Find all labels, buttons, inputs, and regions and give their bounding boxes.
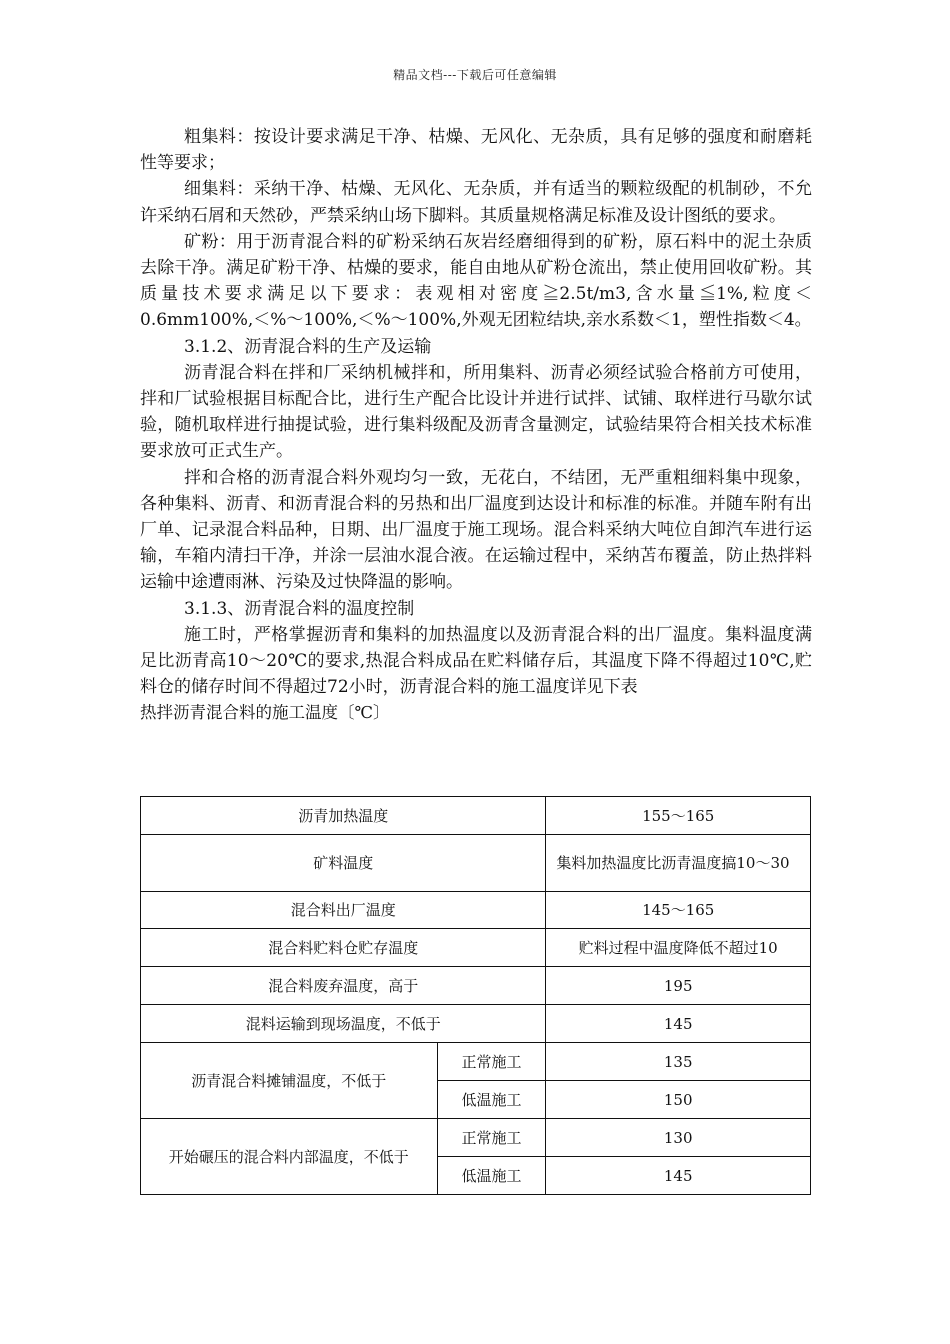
row-value: 145 xyxy=(546,1005,811,1043)
row-value: 集料加热温度比沥青温度搞10～30 xyxy=(546,835,811,892)
table-row xyxy=(141,797,811,835)
rolling-label: 开始碾压的混合料内部温度，不低于 xyxy=(141,1119,438,1195)
row-value: 贮料过程中温度降低不超过10 xyxy=(546,929,811,967)
paragraph-transport: 拌和合格的沥青混合料外观均匀一致，无花白，不结团，无严重粗细料集中现象，各种集料、沥青、和沥青混合料的另热和出厂温度到达设计和标准的标准。并随车附有出厂单、记录混合料品种，日期、出厂温度于施工现场。混合料采纳大吨位自卸汽车进行运输，车箱内清扫干净，并涂一层油水混合液。在运输过程中，采纳苫布覆盖，防止热拌料运输中途遭雨淋、污染及过快降温的影响。 xyxy=(140,467,812,593)
paving-label: 沥青混合料摊铺温度，不低于 xyxy=(141,1043,438,1119)
row-value: 195 xyxy=(546,967,811,1005)
row-label: 混合料贮料仓贮存温度 xyxy=(141,929,546,967)
row-label: 混料运输到现场温度，不低于 xyxy=(141,1005,546,1043)
row-label: 混合料出厂温度 xyxy=(141,892,546,929)
document-body xyxy=(140,124,812,727)
paragraph-mixing: 沥青混合料在拌和厂采纳机械拌和，所用集料、沥青必须经试验合格前方可使用，拌和厂试验根据目标配合比，进行生产配合比设计并进行试拌、试铺、取样进行马歇尔试验，随机取样进行抽提试验，进行集料级配及沥青含量测定，试验结果符合相关技术标准要求放可正式生产。 xyxy=(140,362,812,462)
section-heading-3-1-3: 3.1.3、沥青混合料的温度控制 xyxy=(184,598,415,619)
table-caption: 热拌沥青混合料的施工温度〔℃〕 xyxy=(140,703,390,723)
paving-normal-value: 135 xyxy=(546,1043,811,1081)
rolling-low-label: 低温施工 xyxy=(437,1157,546,1195)
rolling-normal-label: 正常施工 xyxy=(437,1119,546,1157)
page-header: 精品文档---下载后可任意编辑 xyxy=(393,68,557,82)
temperature-table xyxy=(140,796,811,1195)
rolling-normal-value: 130 xyxy=(546,1119,811,1157)
table-row xyxy=(141,929,811,967)
paving-low-label: 低温施工 xyxy=(437,1081,546,1119)
table-row xyxy=(141,835,811,892)
table-row xyxy=(141,892,811,929)
table-row xyxy=(141,1005,811,1043)
paragraph-coarse-aggregate: 粗集料：按设计要求满足干净、枯燥、无风化、无杂质，具有足够的强度和耐磨耗性等要求； xyxy=(140,127,812,174)
table-row xyxy=(141,967,811,1005)
row-value: 145～165 xyxy=(546,892,811,929)
paragraph-temperature: 施工时，严格掌握沥青和集料的加热温度以及沥青混合料的出厂温度。集料温度满足比沥青高10～20℃的要求,热混合料成品在贮料储存后，其温度下降不得超过10℃,贮料仓的储存时间不得超过72小时，沥青混合料的施工温度详见下表 xyxy=(140,624,812,698)
row-label: 矿料温度 xyxy=(141,835,546,892)
row-value: 155～165 xyxy=(546,797,811,835)
table-row xyxy=(141,1043,811,1081)
row-label: 混合料废弃温度，高于 xyxy=(141,967,546,1005)
rolling-low-value: 145 xyxy=(546,1157,811,1195)
paving-normal-label: 正常施工 xyxy=(437,1043,546,1081)
table-row xyxy=(141,1119,811,1157)
row-label: 沥青加热温度 xyxy=(141,797,546,835)
paving-low-value: 150 xyxy=(546,1081,811,1119)
paragraph-fine-aggregate: 细集料：采纳干净、枯燥、无风化、无杂质，并有适当的颗粒级配的机制砂，不允许采纳石屑和天然砂，严禁采纳山场下脚料。其质量规格满足标准及设计图纸的要求。 xyxy=(140,179,812,226)
paragraph-mineral-powder: 矿粉：用于沥青混合料的矿粉采纳石灰岩经磨细得到的矿粉，原石料中的泥土杂质去除干净。满足矿粉干净、枯燥的要求，能自由地从矿粉仓流出，禁止使用回收矿粉。其质量技术要求满足以下要求：表观相对密度≧2.5t/m3,含水量≦1%,粒度＜0.6mm100%,＜%～100%,＜%～100%,外观无团粒结块,亲水系数＜1，塑性指数＜4。 xyxy=(140,231,812,331)
section-heading-3-1-2: 3.1.2、沥青混合料的生产及运输 xyxy=(184,336,432,357)
